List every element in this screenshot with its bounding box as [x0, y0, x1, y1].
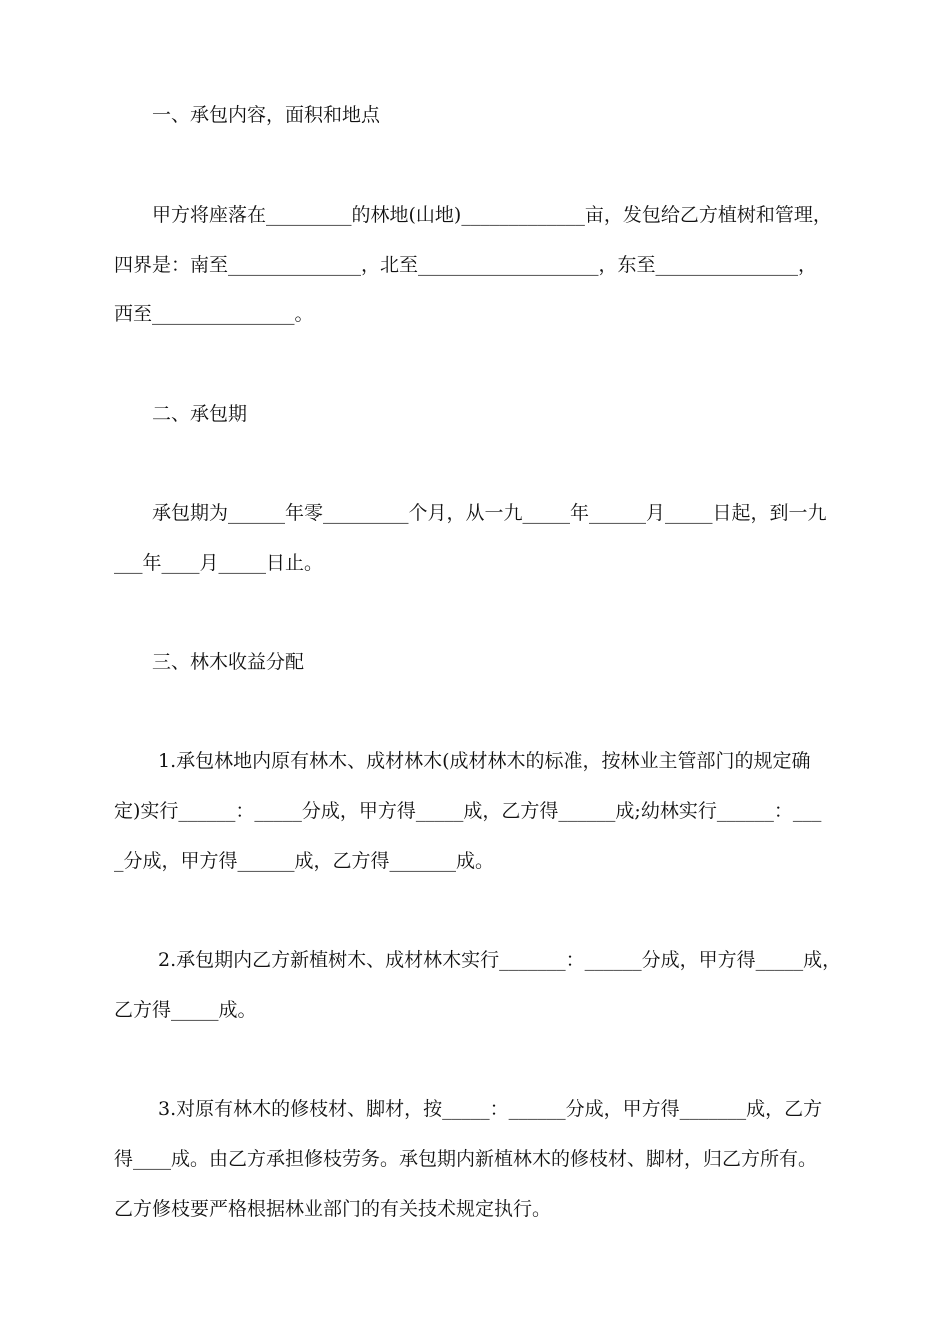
section-heading: 一、承包内容，面积和地点 — [152, 104, 381, 126]
clause-line: 得____成。由乙方承担修枝劳务。承包期内新植林木的修枝材、脚材，归乙方所有。 — [114, 1148, 818, 1170]
section-heading: 三、林木收益分配 — [152, 651, 305, 673]
clause-line: _分成，甲方得______成，乙方得_______成。 — [114, 850, 495, 872]
paragraph-line: 四界是：南至______________，北至___________________，东至_______________， — [114, 254, 818, 276]
clause-line: 1.承包林地内原有林木、成材林木(成材林木的标准，按林业主管部门的规定确 — [158, 750, 811, 772]
paragraph-line: ___年____月_____日止。 — [114, 552, 324, 574]
section-heading: 二、承包期 — [152, 403, 248, 425]
clause-line: 乙方得_____成。 — [114, 999, 257, 1021]
paragraph-line: 甲方将座落在_________的林地(山地)_____________亩，发包给乙方植树和管理， — [152, 204, 832, 226]
clause-line: 2.承包期内乙方新植树木、成材林木实行_______：______分成，甲方得_____成， — [158, 949, 842, 971]
clause-line: 3.对原有林木的修枝材、脚材，按_____：______分成，甲方得_______成，乙方 — [158, 1098, 823, 1120]
clause-line: 乙方修枝要严格根据林业部门的有关技术规定执行。 — [114, 1198, 552, 1220]
paragraph-line: 西至_______________。 — [114, 303, 314, 325]
clause-line: 定)实行______：_____分成，甲方得_____成，乙方得______成;幼林实行______：___ — [114, 800, 822, 822]
paragraph-line: 承包期为______年零_________个月，从一九_____年______月_____日起，到一九 — [152, 502, 827, 524]
